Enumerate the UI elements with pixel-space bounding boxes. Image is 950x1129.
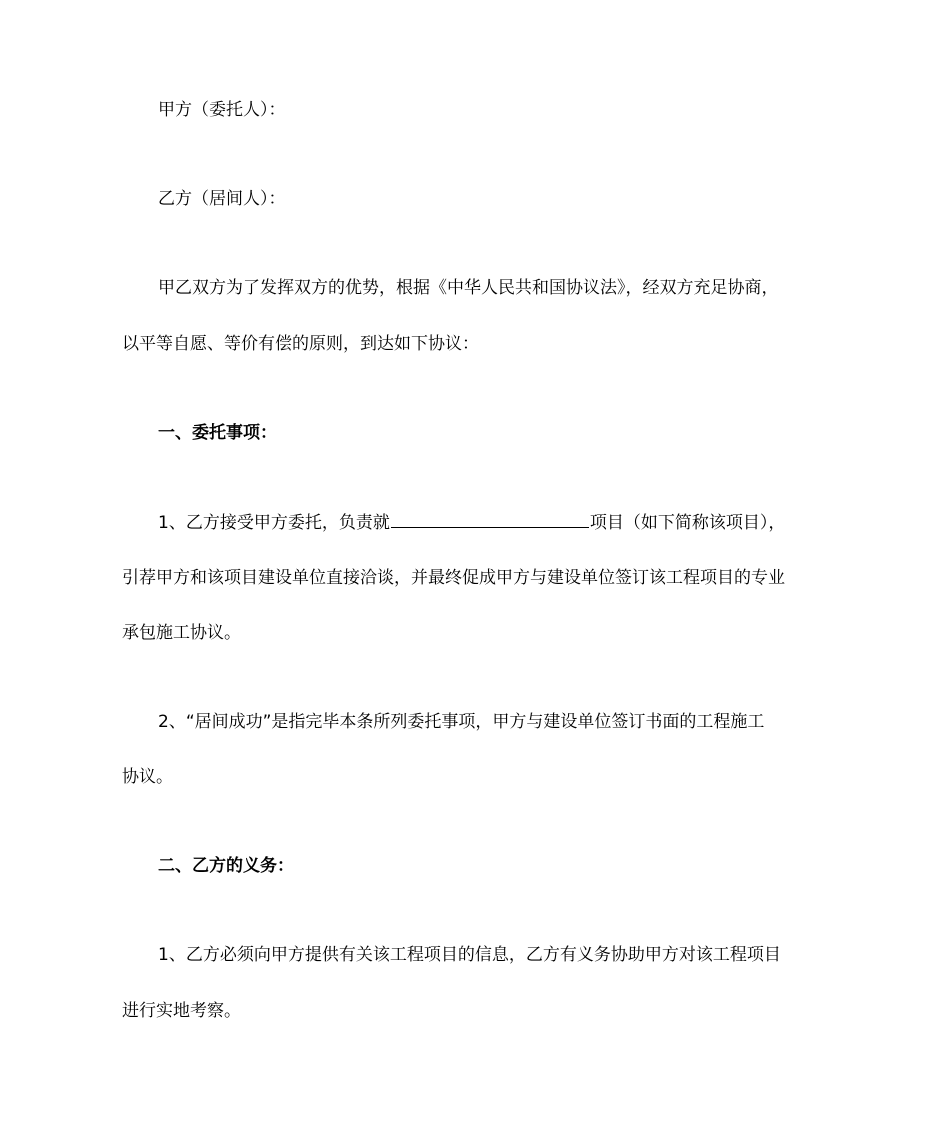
- party-a-label: 甲方（委托人）：: [158, 100, 286, 120]
- s1-item2-line-2: 协议。: [122, 767, 173, 787]
- s1-item1-text-before-blank: 1、乙方接受甲方委托，负责就: [158, 513, 390, 533]
- project-name-blank: [391, 510, 589, 528]
- s1-item1-line-3: 承包施工协议。: [122, 623, 241, 643]
- s1-item1-line-1: [158, 510, 785, 535]
- s1-item1-line-2: 引荐甲方和该项目建设单位直接洽谈，并最终促成甲方与建设单位签订该工程项目的专业: [122, 568, 785, 588]
- section-2-heading: 二、乙方的义务：: [158, 856, 294, 876]
- s2-item1-line-1: 1、乙方必须向甲方提供有关该工程项目的信息，乙方有义务协助甲方对该工程项目: [158, 945, 781, 965]
- section-1-heading: 一、委托事项：: [158, 423, 277, 443]
- s1-item2-line-1: 2、“居间成功”是指完毕本条所列委托事项，甲方与建设单位签订书面的工程施工: [158, 712, 765, 732]
- preamble-line-2: 以平等自愿、等价有偿的原则，到达如下协议：: [122, 334, 479, 354]
- party-b-label: 乙方（居间人）：: [158, 189, 286, 209]
- preamble-line-1: 甲乙双方为了发挥双方的优势，根据《中华人民共和国协议法》，经双方充足协商，: [158, 278, 779, 298]
- s2-item1-line-2: 进行实地考察。: [122, 1001, 241, 1021]
- s1-item1-text-after-blank: 项目（如下简称该项目），: [589, 513, 786, 533]
